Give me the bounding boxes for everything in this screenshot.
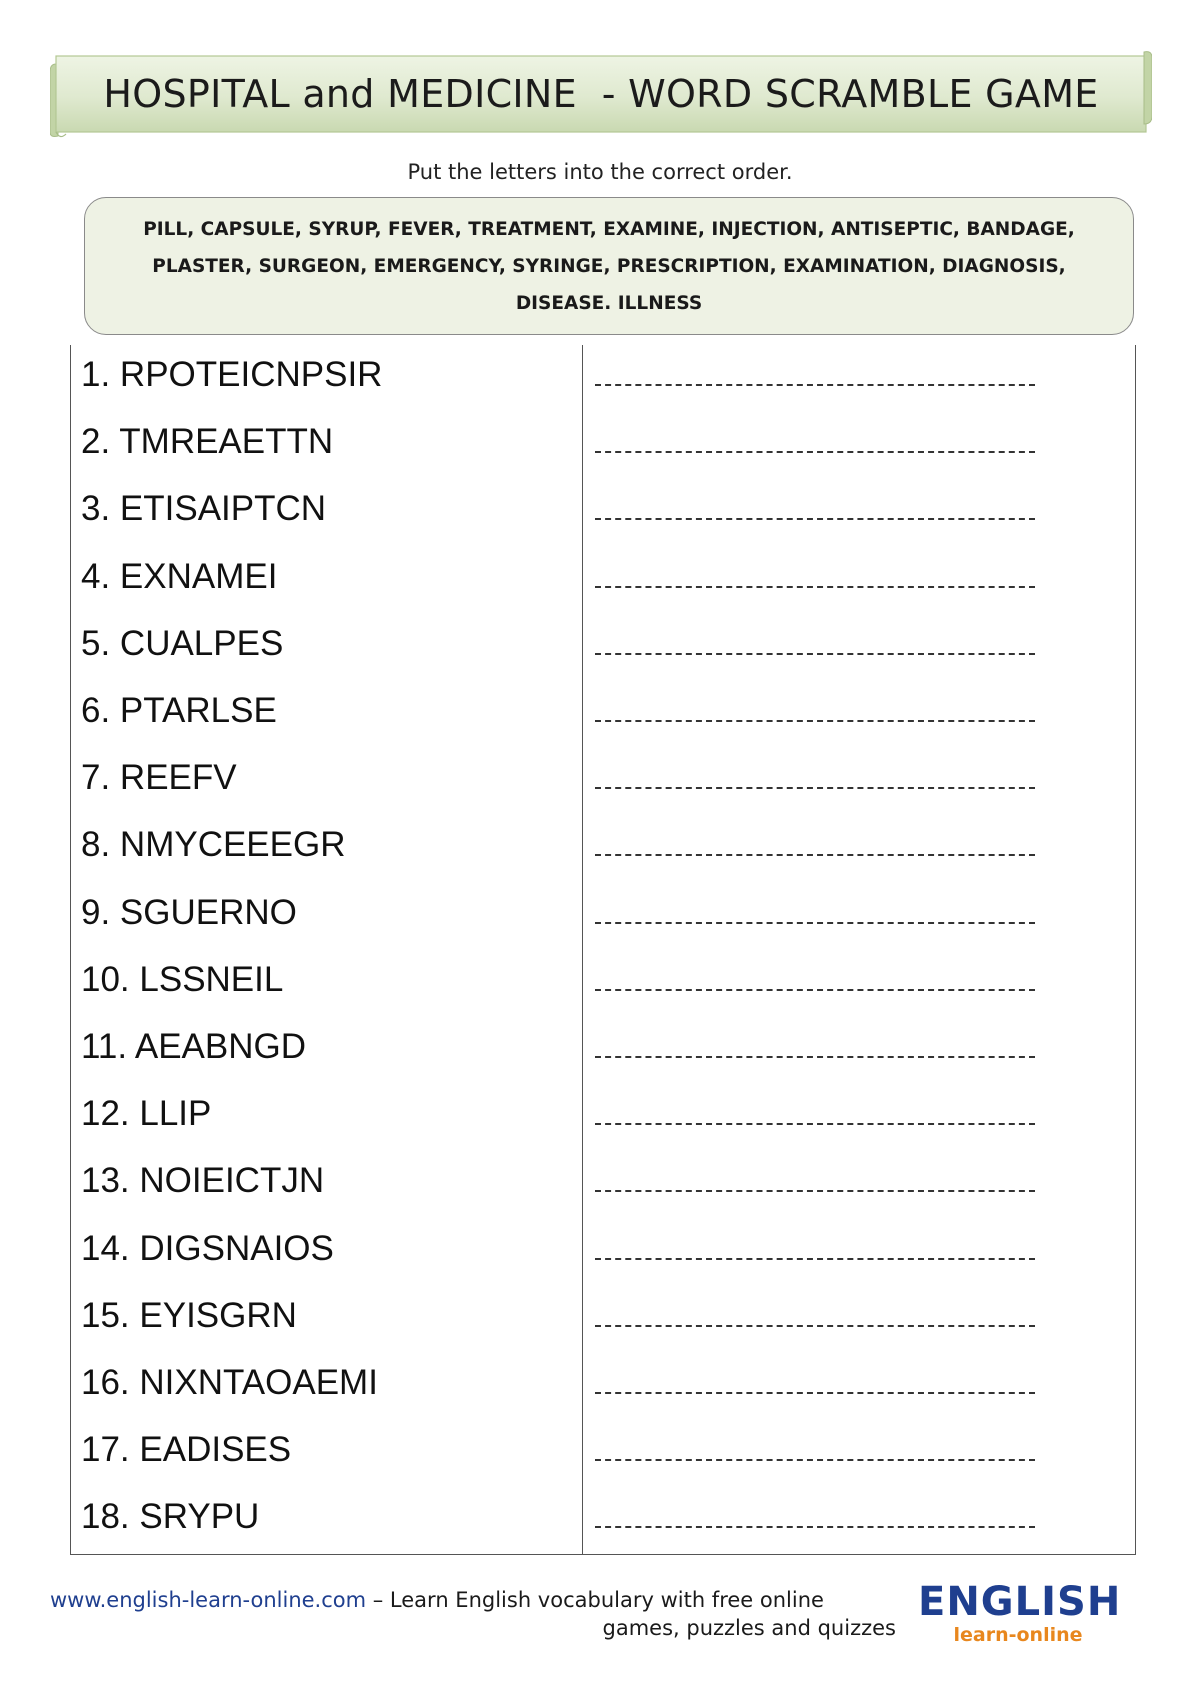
answer-blank[interactable] bbox=[595, 1526, 1035, 1528]
scrambled-word: 3. ETISAIPTCN bbox=[81, 489, 327, 529]
answer-blank[interactable] bbox=[595, 586, 1035, 588]
answer-blank[interactable] bbox=[595, 518, 1035, 520]
word-bank-line: DISEASE. ILLNESS bbox=[515, 292, 703, 314]
answer-blank[interactable] bbox=[595, 1258, 1035, 1260]
scrambled-word: 6. PTARLSE bbox=[81, 691, 277, 730]
answer-blank[interactable] bbox=[595, 787, 1035, 789]
puzzle-row bbox=[71, 1157, 1135, 1224]
puzzle-row bbox=[71, 1225, 1135, 1292]
answer-blank[interactable] bbox=[595, 1190, 1035, 1192]
answer-blank[interactable] bbox=[595, 1325, 1035, 1327]
puzzle-row bbox=[71, 485, 1135, 552]
page-title: HOSPITAL and MEDICINE - WORD SCRAMBLE GAME bbox=[103, 72, 1099, 116]
word-bank-line: PILL, CAPSULE, SYRUP, FEVER, TREATMENT, EXAMINE, INJECTION, ANTISEPTIC, BANDAGE, bbox=[143, 218, 1075, 240]
logo-subtitle: learn-online bbox=[953, 1624, 1083, 1646]
scrambled-word: 1. RPOTEICNPSIR bbox=[81, 355, 383, 394]
answer-blank[interactable] bbox=[595, 451, 1035, 453]
scrambled-word: 7. REEFV bbox=[81, 758, 237, 798]
scrambled-word: 12. LLIP bbox=[81, 1094, 212, 1134]
logo-wordmark: ENGLISH bbox=[918, 1579, 1122, 1625]
exercise-table bbox=[70, 345, 1136, 1555]
answer-blank[interactable] bbox=[595, 384, 1035, 386]
word-bank-line: PLASTER, SURGEON, EMERGENCY, SYRINGE, PRESCRIPTION, EXAMINATION, DIAGNOSIS, bbox=[152, 255, 1066, 277]
scrambled-word: 18. SRYPU bbox=[81, 1497, 260, 1537]
answer-blank[interactable] bbox=[595, 1056, 1035, 1058]
puzzle-row bbox=[71, 956, 1135, 1023]
answer-blank[interactable] bbox=[595, 720, 1035, 722]
puzzle-row bbox=[71, 1292, 1135, 1359]
scrambled-word: 13. NOIEICTJN bbox=[81, 1161, 325, 1201]
answer-blank[interactable] bbox=[595, 653, 1035, 655]
puzzle-row bbox=[71, 1090, 1135, 1157]
website-link[interactable]: www.english-learn-online.com bbox=[50, 1588, 367, 1612]
puzzle-row bbox=[71, 1359, 1135, 1426]
scrambled-word: 11. AEABNGD bbox=[81, 1027, 307, 1066]
puzzle-row bbox=[71, 1493, 1135, 1560]
word-bank-text bbox=[143, 211, 1075, 322]
puzzle-row bbox=[71, 351, 1135, 418]
footer-line bbox=[50, 1586, 900, 1614]
scrambled-word: 9. SGUERNO bbox=[81, 892, 297, 932]
puzzle-row bbox=[71, 889, 1135, 956]
scrambled-word: 8. NMYCEEEGR bbox=[81, 825, 346, 865]
scrambled-word: 16. NIXNTAOAEMI bbox=[81, 1363, 378, 1402]
answer-blank[interactable] bbox=[595, 1392, 1035, 1394]
answer-blank[interactable] bbox=[595, 989, 1035, 991]
scrambled-word: 10. LSSNEIL bbox=[81, 959, 284, 999]
puzzle-row bbox=[71, 418, 1135, 485]
brand-logo bbox=[918, 1579, 1122, 1650]
scrambled-word: 17. EADISES bbox=[81, 1430, 292, 1470]
scrambled-word: 2. TMREAETTN bbox=[81, 422, 334, 462]
answer-blank[interactable] bbox=[595, 1459, 1035, 1461]
instruction-text: Put the letters into the correct order. bbox=[407, 160, 793, 184]
word-bank-box bbox=[84, 197, 1134, 335]
footer-tagline-2: games, puzzles and quizzes bbox=[602, 1616, 896, 1640]
puzzle-row bbox=[71, 553, 1135, 620]
scrambled-word: 15. EYISGRN bbox=[81, 1295, 297, 1335]
puzzle-row bbox=[71, 1426, 1135, 1493]
title-banner bbox=[50, 50, 1152, 138]
puzzle-row bbox=[71, 687, 1135, 754]
scrambled-word: 4. EXNAMEI bbox=[81, 556, 278, 596]
puzzle-row bbox=[71, 620, 1135, 687]
scrambled-word: 5. CUALPES bbox=[81, 623, 284, 663]
scrambled-word: 14. DIGSNAIOS bbox=[81, 1228, 334, 1268]
footer-text bbox=[50, 1586, 900, 1642]
answer-blank[interactable] bbox=[595, 922, 1035, 924]
answer-blank[interactable] bbox=[595, 1123, 1035, 1125]
puzzle-row bbox=[71, 1023, 1135, 1090]
footer-tagline: – Learn English vocabulary with free online bbox=[366, 1588, 824, 1612]
puzzle-row bbox=[71, 821, 1135, 888]
answer-blank[interactable] bbox=[595, 854, 1035, 856]
puzzle-row bbox=[71, 754, 1135, 821]
